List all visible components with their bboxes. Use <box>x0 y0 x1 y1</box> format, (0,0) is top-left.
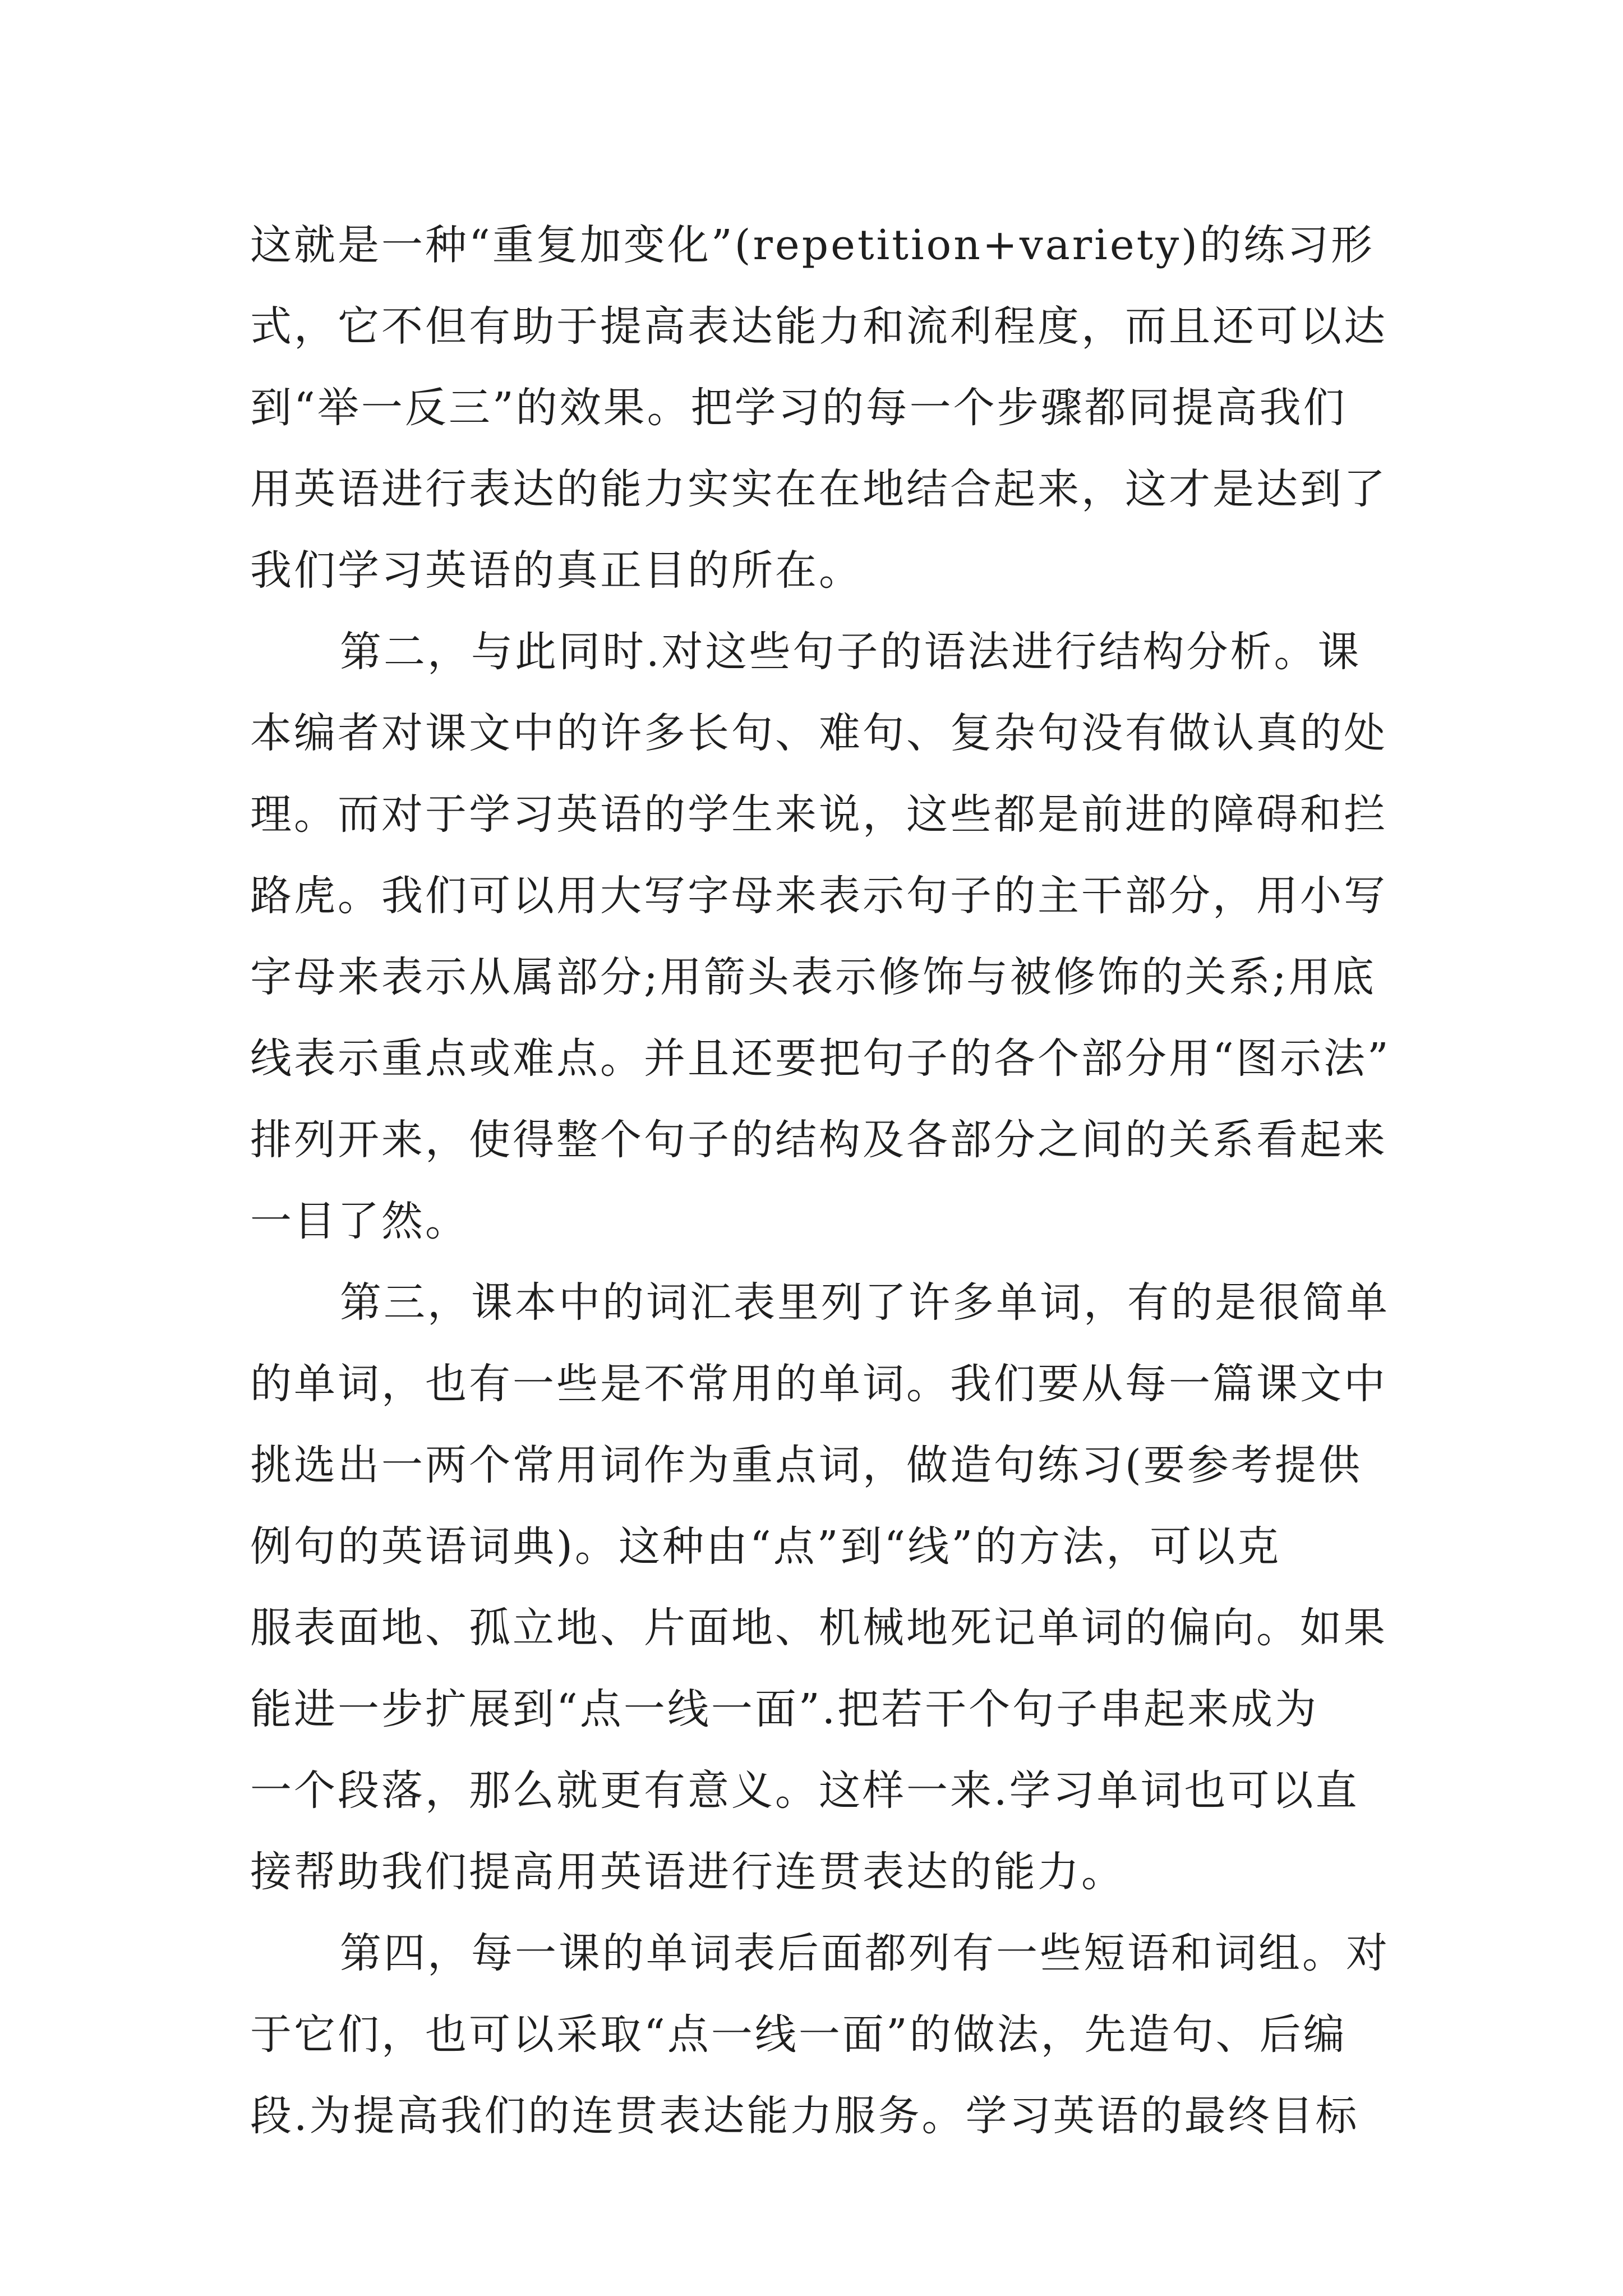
text-line: 这就是一种“重复加变化”(repetition+variety)的练习形 <box>250 221 1375 269</box>
text-line: 挑选出一两个常用词作为重点词，做造句练习(要参考提供 <box>250 1441 1362 1489</box>
text-line: 一目了然。 <box>250 1197 469 1245</box>
text-line: 第三，课本中的词汇表里列了许多单词，有的是很简单 <box>340 1278 1390 1327</box>
text-line: 我们学习英语的真正目的所在。 <box>250 546 863 595</box>
text-line: 路虎。我们可以用大写字母来表示句子的主干部分，用小写 <box>250 872 1387 920</box>
text-line: 式，它不但有助于提高表达能力和流利程度，而且还可以达 <box>250 302 1387 351</box>
text-line: 到“举一反三”的效果。把学习的每一个步骤都同提高我们 <box>250 384 1347 432</box>
text-line: 一个段落，那么就更有意义。这样一来.学习单词也可以直 <box>250 1766 1359 1815</box>
text-line: 排列开来，使得整个句子的结构及各部分之间的关系看起来 <box>250 1116 1387 1164</box>
text-line: 字母来表示从属部分;用箭头表示修饰与被修饰的关系;用底 <box>250 953 1376 1001</box>
text-line: 例句的英语词典)。这种由“点”到“线”的方法，可以克 <box>250 1522 1281 1571</box>
text-line: 第四，每一课的单词表后面都列有一些短语和词组。对 <box>340 1929 1390 1977</box>
text-line: 本编者对课文中的许多长句、难句、复杂句没有做认真的处 <box>250 709 1387 757</box>
text-line: 于它们，也可以采取“点一线一面”的做法，先造句、后编 <box>250 2010 1347 2059</box>
text-line: 段.为提高我们的连贯表达能力服务。学习英语的最终目标 <box>250 2092 1359 2140</box>
text-line: 接帮助我们提高用英语进行连贯表达的能力。 <box>250 1848 1125 1896</box>
text-line: 线表示重点或难点。并且还要把句子的各个部分用“图示法” <box>250 1034 1391 1083</box>
text-line: 理。而对于学习英语的学生来说，这些都是前进的障碍和拦 <box>250 790 1387 839</box>
text-line: 第二，与此同时.对这些句子的语法进行结构分析。课 <box>340 628 1362 676</box>
text-line: 服表面地、孤立地、片面地、机械地死记单词的偏向。如果 <box>250 1604 1387 1652</box>
text-line: 的单词，也有一些是不常用的单词。我们要从每一篇课文中 <box>250 1360 1387 1408</box>
text-line: 能进一步扩展到“点一线一面”.把若干个句子串起来成为 <box>250 1685 1319 1733</box>
text-line: 用英语进行表达的能力实实在在地结合起来，这才是达到了 <box>250 465 1387 513</box>
body-text <box>250 205 1391 2157</box>
